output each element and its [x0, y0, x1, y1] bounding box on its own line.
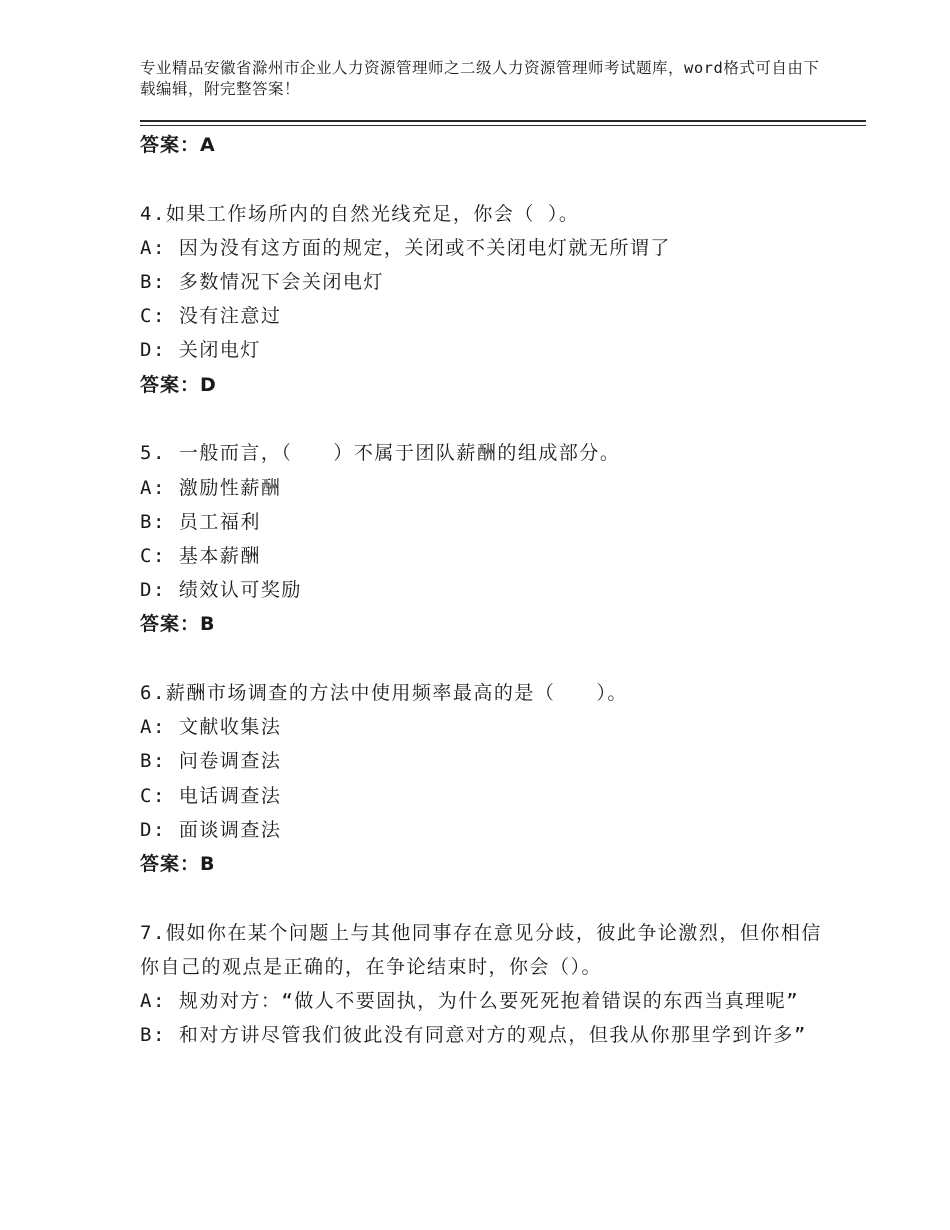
- option-b: B: 和对方讲尽管我们彼此没有同意对方的观点，但我从你那里学到许多”: [140, 1024, 807, 1047]
- question-list: [140, 128, 840, 1052]
- question-stem: 7.假如你在某个问题上与其他同事存在意见分歧，彼此争论激烈，但你相信你自己的观点是正确的，在争论结束时，你会（）。: [140, 921, 822, 978]
- spacer: [140, 881, 840, 916]
- option-d: D: 关闭电灯: [140, 339, 261, 362]
- option-b: B: 问卷调查法: [140, 750, 282, 773]
- question-stem: 5. 一般而言，（ ）不属于团队薪酬的组成部分。: [140, 442, 621, 465]
- answer-label: 答案：A: [140, 134, 216, 156]
- answer-label: 答案：D: [140, 373, 217, 396]
- option-a: A: 因为没有这方面的规定，关闭或不关闭电灯就无所谓了: [140, 236, 671, 259]
- spacer: [140, 641, 840, 676]
- question-block: [140, 676, 840, 881]
- option-a: A: 规劝对方：“做人不要固执，为什么要死死抱着错误的东西当真理呢”: [140, 989, 800, 1012]
- spacer: [140, 162, 840, 197]
- question-block: [140, 197, 840, 402]
- header-rule-thin: [140, 125, 866, 126]
- spacer: [140, 402, 840, 437]
- question-block: [140, 436, 840, 641]
- option-a: A: 文献收集法: [140, 716, 282, 739]
- question-block: [140, 916, 840, 1053]
- question-stem: 4.如果工作场所内的自然光线充足，你会（ ）。: [140, 202, 580, 225]
- option-c: C: 电话调查法: [140, 784, 282, 807]
- option-b: B: 多数情况下会关闭电灯: [140, 271, 384, 294]
- option-c: C: 基本薪酬: [140, 544, 261, 567]
- option-a: A: 激励性薪酬: [140, 476, 282, 499]
- answer-label: 答案：B: [140, 852, 216, 875]
- page-header: 专业精品安徽省滁州市企业人力资源管理师之二级人力资源管理师考试题库，word格式可自由下载编辑，附完整答案！: [140, 59, 820, 98]
- answer-label: 答案：B: [140, 613, 216, 636]
- header-rule: [140, 120, 866, 122]
- option-d: D: 面谈调查法: [140, 818, 282, 841]
- question-stem: 6.薪酬市场调查的方法中使用频率最高的是（ ）。: [140, 681, 628, 704]
- option-b: B: 员工福利: [140, 510, 261, 533]
- option-d: D: 绩效认可奖励: [140, 579, 302, 602]
- option-c: C: 没有注意过: [140, 305, 282, 328]
